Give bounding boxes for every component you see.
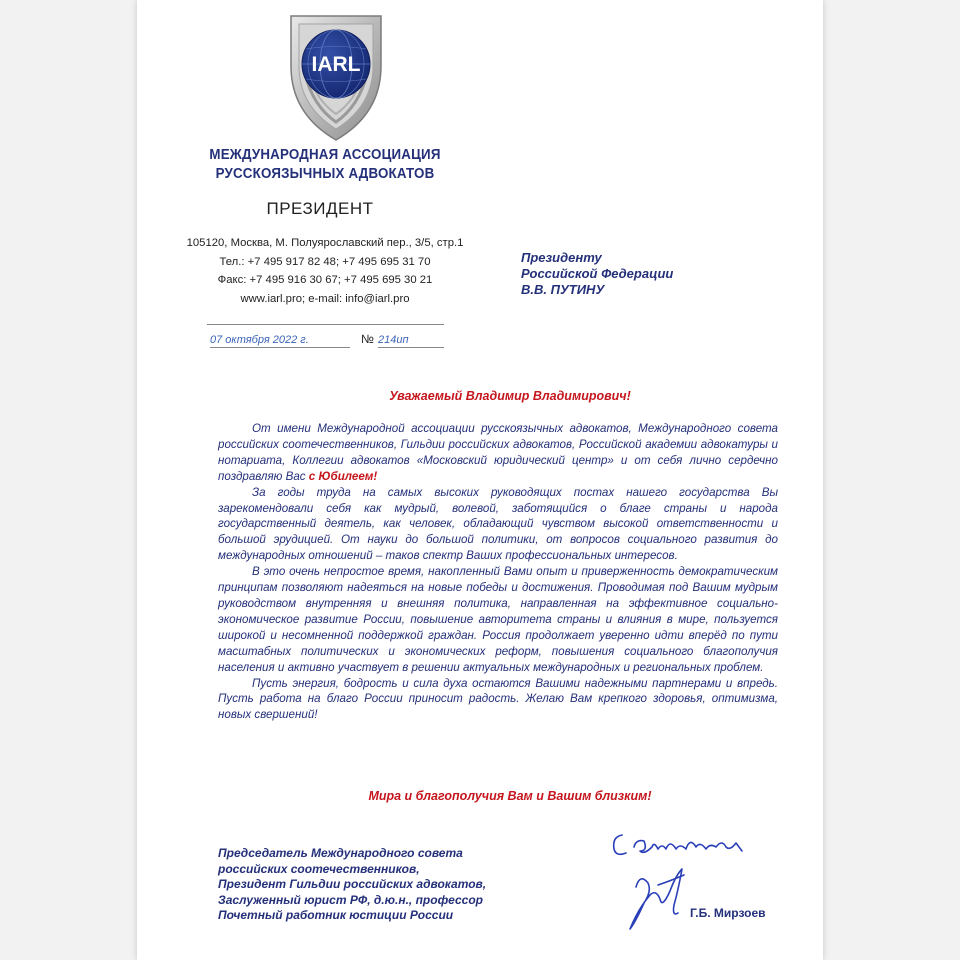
greeting: Уважаемый Владимир Владимирович! (389, 389, 631, 403)
paragraph-2: За годы труда на самых высоких руководящих постах нашего государства Вы зарекомендовали себя как мудрый, волевой, заботящийся о благе страны и народа государственный деятель, как человек, обладающий чувством высокой ответственности и большой эрудицией. От науки до большой политики, от вопросов социального развития до международных отношений – таков спектр Ваших профессиональных интересов. (218, 485, 778, 563)
signatory-line-1: Председатель Международного совета (218, 846, 463, 860)
signatory-titles (218, 846, 486, 924)
contact-fax: Факс: +7 495 916 30 67; +7 495 695 30 21 (217, 274, 433, 286)
paragraph-1 (218, 421, 778, 485)
closing-wish: Мира и благополучия Вам и Вашим близким! (368, 789, 652, 803)
contact-web: www.iarl.pro; e-mail: info@iarl.pro (240, 292, 410, 305)
letter-body (218, 421, 778, 723)
addressee-line-2: Российской Федерации (521, 266, 674, 281)
paragraph-1-text: От имени Международной ассоциации русскоязычных адвокатов, Международного совета российских соотечественников, Гильдии российских адвокатов, Российской академии адвокатуры и нотариата, Коллегии адвокатов «Московский юридический центр» и от себя лично сердечно поздравляю Вас (218, 422, 778, 483)
addressee-block (521, 250, 673, 298)
signatory-line-5: Почетный работник юстиции России (218, 908, 454, 922)
signatory-line-2: российских соотечественников, (218, 861, 420, 876)
organization-name (192, 146, 459, 184)
jubilee-highlight: с Юбилеем (308, 469, 374, 483)
letter-number: 214ип (378, 334, 444, 348)
organization-line-1: МЕЖДУНАРОДНАЯ АССОЦИАЦИЯ (209, 147, 441, 163)
organization-line-2: РУССКОЯЗЫЧНЫХ АДВОКАТОВ (215, 166, 435, 182)
iarl-logo (283, 14, 389, 142)
paragraph-4: Пусть энергия, бодрость и сила духа остаются Вашими надежными партнерами и впредь. Пусть работа на благо России приносит радость. Желаю Вам крепкого здоровья, оптимизма, новых свершений! (218, 676, 778, 722)
position-title: ПРЕЗИДЕНТ (266, 199, 374, 218)
logo-text: IARL (311, 53, 361, 76)
addressee-line-3: В.В. ПУТИНУ (521, 282, 605, 297)
signatory-name: Г.Б. Мирзоев (690, 906, 766, 920)
header-divider (207, 324, 444, 325)
paragraph-3: В это очень непростое время, накопленный Вами опыт и приверженность демократическим принципам позволяют надеяться на новые победы и достижения. Проводимая под Вашим мудрым руководством внутренняя и внешняя политика, направленная на эффективное социально-экономическое развитие России, повышение авторитета страны и влияния в мире, пользуется широкой и несомненной поддержкой граждан. Россия продолжает уверенно идти вперёд по пути масштабных политических и экономических реформ, повышения социального благополучия населения и активно участвует в решении актуальных международных и региональных проблем. (218, 565, 778, 674)
addressee-line-1: Президенту (521, 250, 602, 265)
contact-tel: Тел.: +7 495 917 82 48; +7 495 695 31 70 (219, 255, 431, 268)
contact-address: 105120, Москва, М. Полуярославский пер., 3/5, стр.1 (186, 237, 464, 249)
letter-number-label: № (361, 332, 374, 346)
paragraph-1-end: ! (373, 469, 378, 483)
contact-info (185, 234, 465, 308)
signatory-line-4: Заслуженный юрист РФ, д.ю.н., профессор (218, 892, 484, 907)
signatory-line-3: Президент Гильдии российских адвокатов, (218, 877, 487, 891)
letter-date: 07 октября 2022 г. (210, 334, 350, 348)
